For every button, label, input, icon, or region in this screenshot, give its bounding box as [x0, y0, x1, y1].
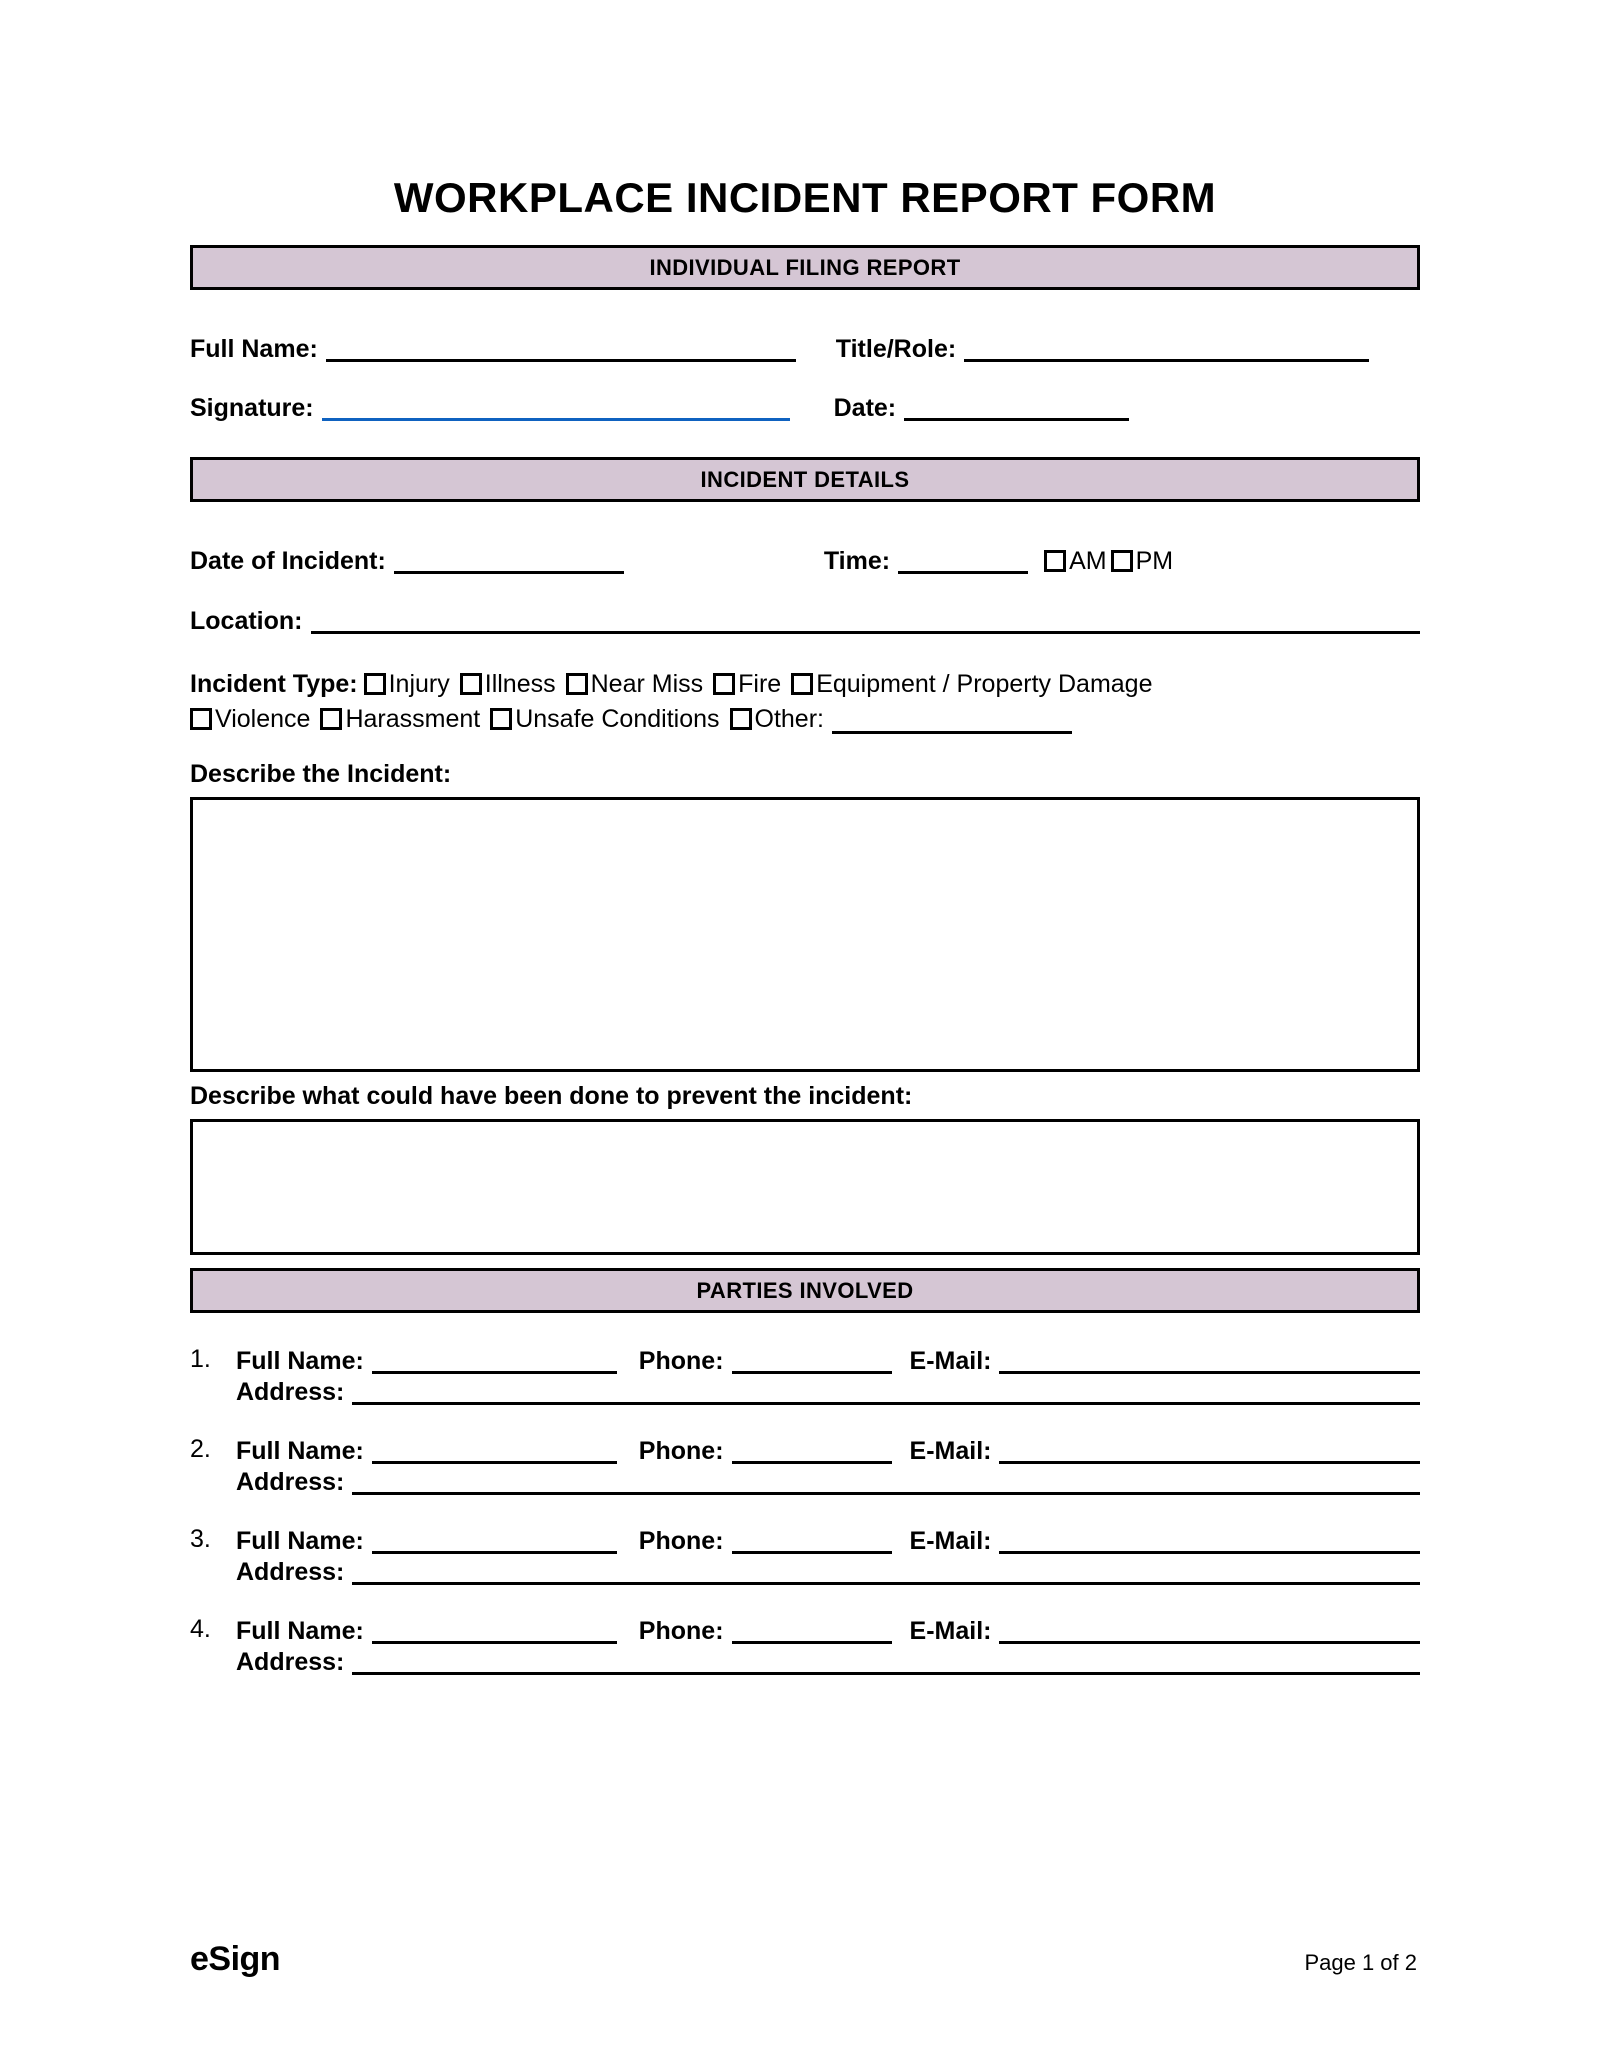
location-input[interactable] — [311, 605, 1421, 634]
option-label-unsafe-conditions: Unsafe Conditions — [515, 704, 720, 733]
full-name-label: Full Name: — [190, 335, 318, 364]
party-phone-label: Phone: — [638, 1347, 724, 1376]
full-name-input[interactable] — [326, 333, 796, 362]
party-address-input[interactable] — [352, 1646, 1420, 1675]
checkbox-harassment[interactable] — [320, 708, 342, 730]
party-phone-label: Phone: — [638, 1617, 724, 1646]
party-email-input[interactable] — [999, 1525, 1420, 1554]
checkbox-other[interactable] — [730, 708, 752, 730]
esign-logo: eSign — [190, 1940, 281, 1978]
date-label: Date: — [833, 394, 897, 423]
describe-incident-textarea[interactable] — [190, 797, 1420, 1072]
option-label-illness: Illness — [484, 670, 556, 699]
party-phone-input[interactable] — [732, 1345, 892, 1374]
date-of-incident-label: Date of Incident: — [190, 547, 386, 576]
party-full-name-input[interactable] — [372, 1435, 617, 1464]
time-label: Time: — [823, 547, 891, 576]
incident-type-label: Incident Type: — [190, 670, 358, 699]
party-number: 1. — [190, 1345, 211, 1374]
party-row — [190, 1525, 1420, 1585]
party-full-name-label: Full Name: — [236, 1527, 364, 1556]
section-header-incident-details: INCIDENT DETAILS — [190, 457, 1420, 502]
prevent-incident-label: Describe what could have been done to prevent the incident: — [190, 1082, 913, 1111]
party-row — [190, 1345, 1420, 1405]
pm-label: PM — [1135, 547, 1174, 576]
checkbox-pm[interactable] — [1111, 550, 1133, 572]
section-header-individual-filing-report: INDIVIDUAL FILING REPORT — [190, 245, 1420, 290]
party-full-name-input[interactable] — [372, 1615, 617, 1644]
checkbox-am[interactable] — [1044, 550, 1066, 572]
option-label-harassment: Harassment — [345, 704, 481, 733]
am-label: AM — [1069, 547, 1107, 576]
party-email-input[interactable] — [999, 1435, 1420, 1464]
checkbox-fire[interactable] — [713, 673, 735, 695]
party-email-label: E-Mail: — [909, 1347, 992, 1376]
checkbox-violence[interactable] — [190, 708, 212, 730]
party-address-label: Address: — [236, 1648, 345, 1677]
title-role-input[interactable] — [964, 333, 1369, 362]
party-address-label: Address: — [236, 1378, 345, 1407]
checkbox-illness[interactable] — [460, 673, 482, 695]
page-title: WORKPLACE INCIDENT REPORT FORM — [393, 174, 1217, 221]
time-input[interactable] — [898, 545, 1028, 574]
party-full-name-label: Full Name: — [236, 1437, 364, 1466]
party-email-input[interactable] — [999, 1345, 1420, 1374]
page-footer — [190, 1940, 1417, 1979]
party-number: 3. — [190, 1525, 211, 1554]
party-full-name-label: Full Name: — [236, 1617, 364, 1646]
party-address-label: Address: — [236, 1468, 345, 1497]
date-input[interactable] — [904, 392, 1129, 421]
party-row — [190, 1435, 1420, 1495]
checkbox-equipment-property-damage[interactable] — [791, 673, 813, 695]
party-phone-label: Phone: — [638, 1527, 724, 1556]
party-full-name-label: Full Name: — [236, 1347, 364, 1376]
party-full-name-input[interactable] — [372, 1345, 617, 1374]
party-phone-input[interactable] — [732, 1525, 892, 1554]
checkbox-near-miss[interactable] — [566, 673, 588, 695]
party-address-input[interactable] — [352, 1376, 1420, 1405]
party-number: 4. — [190, 1615, 211, 1644]
other-label: Other: — [754, 704, 824, 733]
party-email-input[interactable] — [999, 1615, 1420, 1644]
page-number: Page 1 of 2 — [1304, 1950, 1417, 1975]
party-full-name-input[interactable] — [372, 1525, 617, 1554]
party-email-label: E-Mail: — [909, 1527, 992, 1556]
party-address-label: Address: — [236, 1558, 345, 1587]
party-phone-input[interactable] — [732, 1435, 892, 1464]
other-input[interactable] — [832, 709, 1072, 734]
option-label-near-miss: Near Miss — [590, 670, 704, 699]
party-email-label: E-Mail: — [909, 1617, 992, 1646]
page-content — [190, 0, 1420, 1675]
prevent-incident-textarea[interactable] — [190, 1119, 1420, 1255]
option-label-equipment-property-damage: Equipment / Property Damage — [816, 670, 1153, 699]
party-row — [190, 1615, 1420, 1675]
date-of-incident-input[interactable] — [394, 545, 624, 574]
title-role-label: Title/Role: — [835, 335, 957, 364]
location-label: Location: — [190, 607, 303, 636]
party-address-input[interactable] — [352, 1466, 1420, 1495]
party-number: 2. — [190, 1435, 211, 1464]
describe-incident-label: Describe the Incident: — [190, 760, 452, 789]
checkbox-injury[interactable] — [364, 673, 386, 695]
checkbox-unsafe-conditions[interactable] — [490, 708, 512, 730]
section-header-parties-involved: PARTIES INVOLVED — [190, 1268, 1420, 1313]
option-label-violence: Violence — [215, 704, 311, 733]
signature-label: Signature: — [190, 394, 314, 423]
option-label-injury: Injury — [388, 670, 450, 699]
party-phone-label: Phone: — [638, 1437, 724, 1466]
option-label-fire: Fire — [738, 670, 782, 699]
party-email-label: E-Mail: — [909, 1437, 992, 1466]
party-phone-input[interactable] — [732, 1615, 892, 1644]
party-address-input[interactable] — [352, 1556, 1420, 1585]
signature-input[interactable] — [322, 392, 790, 421]
